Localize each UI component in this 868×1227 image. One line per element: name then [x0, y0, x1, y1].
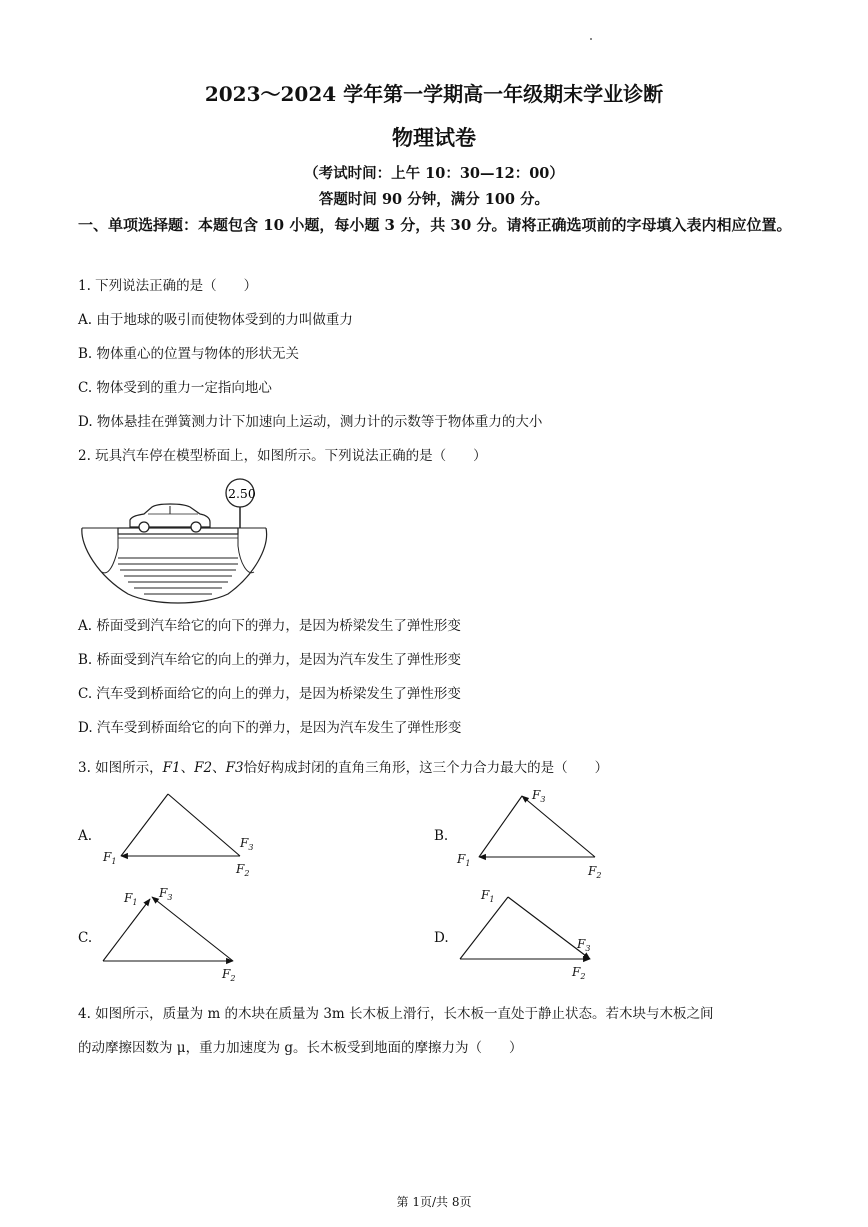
exam-duration: 答题时间 90 分钟，满分 100 分。	[318, 191, 550, 208]
q3-option-b-label: B.	[434, 828, 449, 844]
label-b-f3: $F_3$	[532, 788, 546, 804]
bridge-sign-label: 2.50	[228, 486, 256, 501]
section-heading: 一、单项选择题：本题包含 10 小题，每小题 3 分，共 30 分。请将正确选项前的字母填入表内相应位置。	[78, 216, 792, 234]
q3-option-a-label: A.	[78, 828, 93, 844]
q4-line1: 4. 如图所示，质量为 m 的木块在质量为 3m 长木板上滑行，长木板一直处于静止状态。若木块与木板之间	[78, 1006, 714, 1022]
triangle-b-f3	[522, 796, 595, 857]
q3-f1: F1	[162, 760, 181, 776]
label-a-f2: $F_2$	[236, 862, 250, 878]
triangle-b-side	[479, 796, 522, 857]
bridge-figure	[78, 476, 278, 608]
q3-stem-suffix: 恰好构成封闭的直角三角形，这三个力合力最大的是（ ）	[243, 760, 609, 776]
label-b-f1: $F_1$	[457, 852, 471, 868]
triangle-d-side	[460, 897, 508, 959]
q2-option-b: B. 桥面受到汽车给它的向上的弹力，是因为汽车发生了弹性形变	[78, 652, 462, 668]
q2-option-a: A. 桥面受到汽车给它的向下的弹力，是因为桥梁发生了弹性形变	[78, 618, 461, 634]
exam-title: 2023～2024 学年第一学期高一年级期末学业诊断	[204, 82, 664, 106]
label-d-f1: $F_1$	[481, 888, 495, 904]
label-c-f3: $F_3$	[159, 886, 173, 902]
q4-line2: 的动摩擦因数为 μ，重力加速度为 g。长木板受到地面的摩擦力为（ ）	[78, 1040, 523, 1056]
force-triangles-figure	[90, 785, 868, 990]
label-a-f1: $F_1$	[103, 850, 117, 866]
label-a-f3: $F_3$	[240, 836, 254, 852]
triangle-c-f3	[152, 897, 233, 961]
q2-option-c: C. 汽车受到桥面给它的向上的弹力，是因为桥梁发生了弹性形变	[78, 686, 461, 702]
label-c-f2: $F_2$	[222, 967, 236, 983]
triangle-a-hyp	[168, 794, 240, 856]
q1-option-c: C. 物体受到的重力一定指向地心	[78, 380, 272, 396]
q1-stem: 1. 下列说法正确的是（ ）	[78, 278, 258, 294]
q3-option-d-label: D.	[434, 930, 449, 946]
q2-stem: 2. 玩具汽车停在模型桥面上，如图所示。下列说法正确的是（ ）	[78, 448, 487, 464]
q1-option-a: A. 由于地球的吸引而使物体受到的力叫做重力	[78, 312, 353, 328]
q3-f3: F3	[225, 760, 244, 776]
exam-time: （考试时间：上午 10：30—12：00）	[304, 165, 564, 182]
scan-dot	[590, 38, 592, 40]
triangle-c-f1	[103, 899, 150, 961]
exam-subject: 物理试卷	[392, 125, 476, 150]
q1-option-b: B. 物体重心的位置与物体的形状无关	[78, 346, 300, 362]
q2-option-d: D. 汽车受到桥面给它的向下的弹力，是因为汽车发生了弹性形变	[78, 720, 462, 736]
label-b-f2: $F_2$	[588, 864, 602, 880]
q3-stem: 3. 如图所示，F1、F2、F3恰好构成封闭的直角三角形，这三个力合力最大的是（ ）	[78, 760, 609, 776]
label-d-f2: $F_2$	[572, 965, 586, 981]
q3-f2: F2	[194, 760, 213, 776]
page-footer: 第 1页/共 8页	[396, 1195, 472, 1209]
q1-option-d: D. 物体悬挂在弹簧测力计下加速向上运动，测力计的示数等于物体重力的大小	[78, 414, 543, 430]
label-c-f1: $F_1$	[124, 891, 138, 907]
q3-stem-prefix: 3. 如图所示，	[78, 760, 163, 776]
label-d-f3: $F_3$	[577, 937, 591, 953]
q3-option-c-label: C.	[78, 930, 93, 946]
triangle-a-side	[121, 794, 168, 856]
